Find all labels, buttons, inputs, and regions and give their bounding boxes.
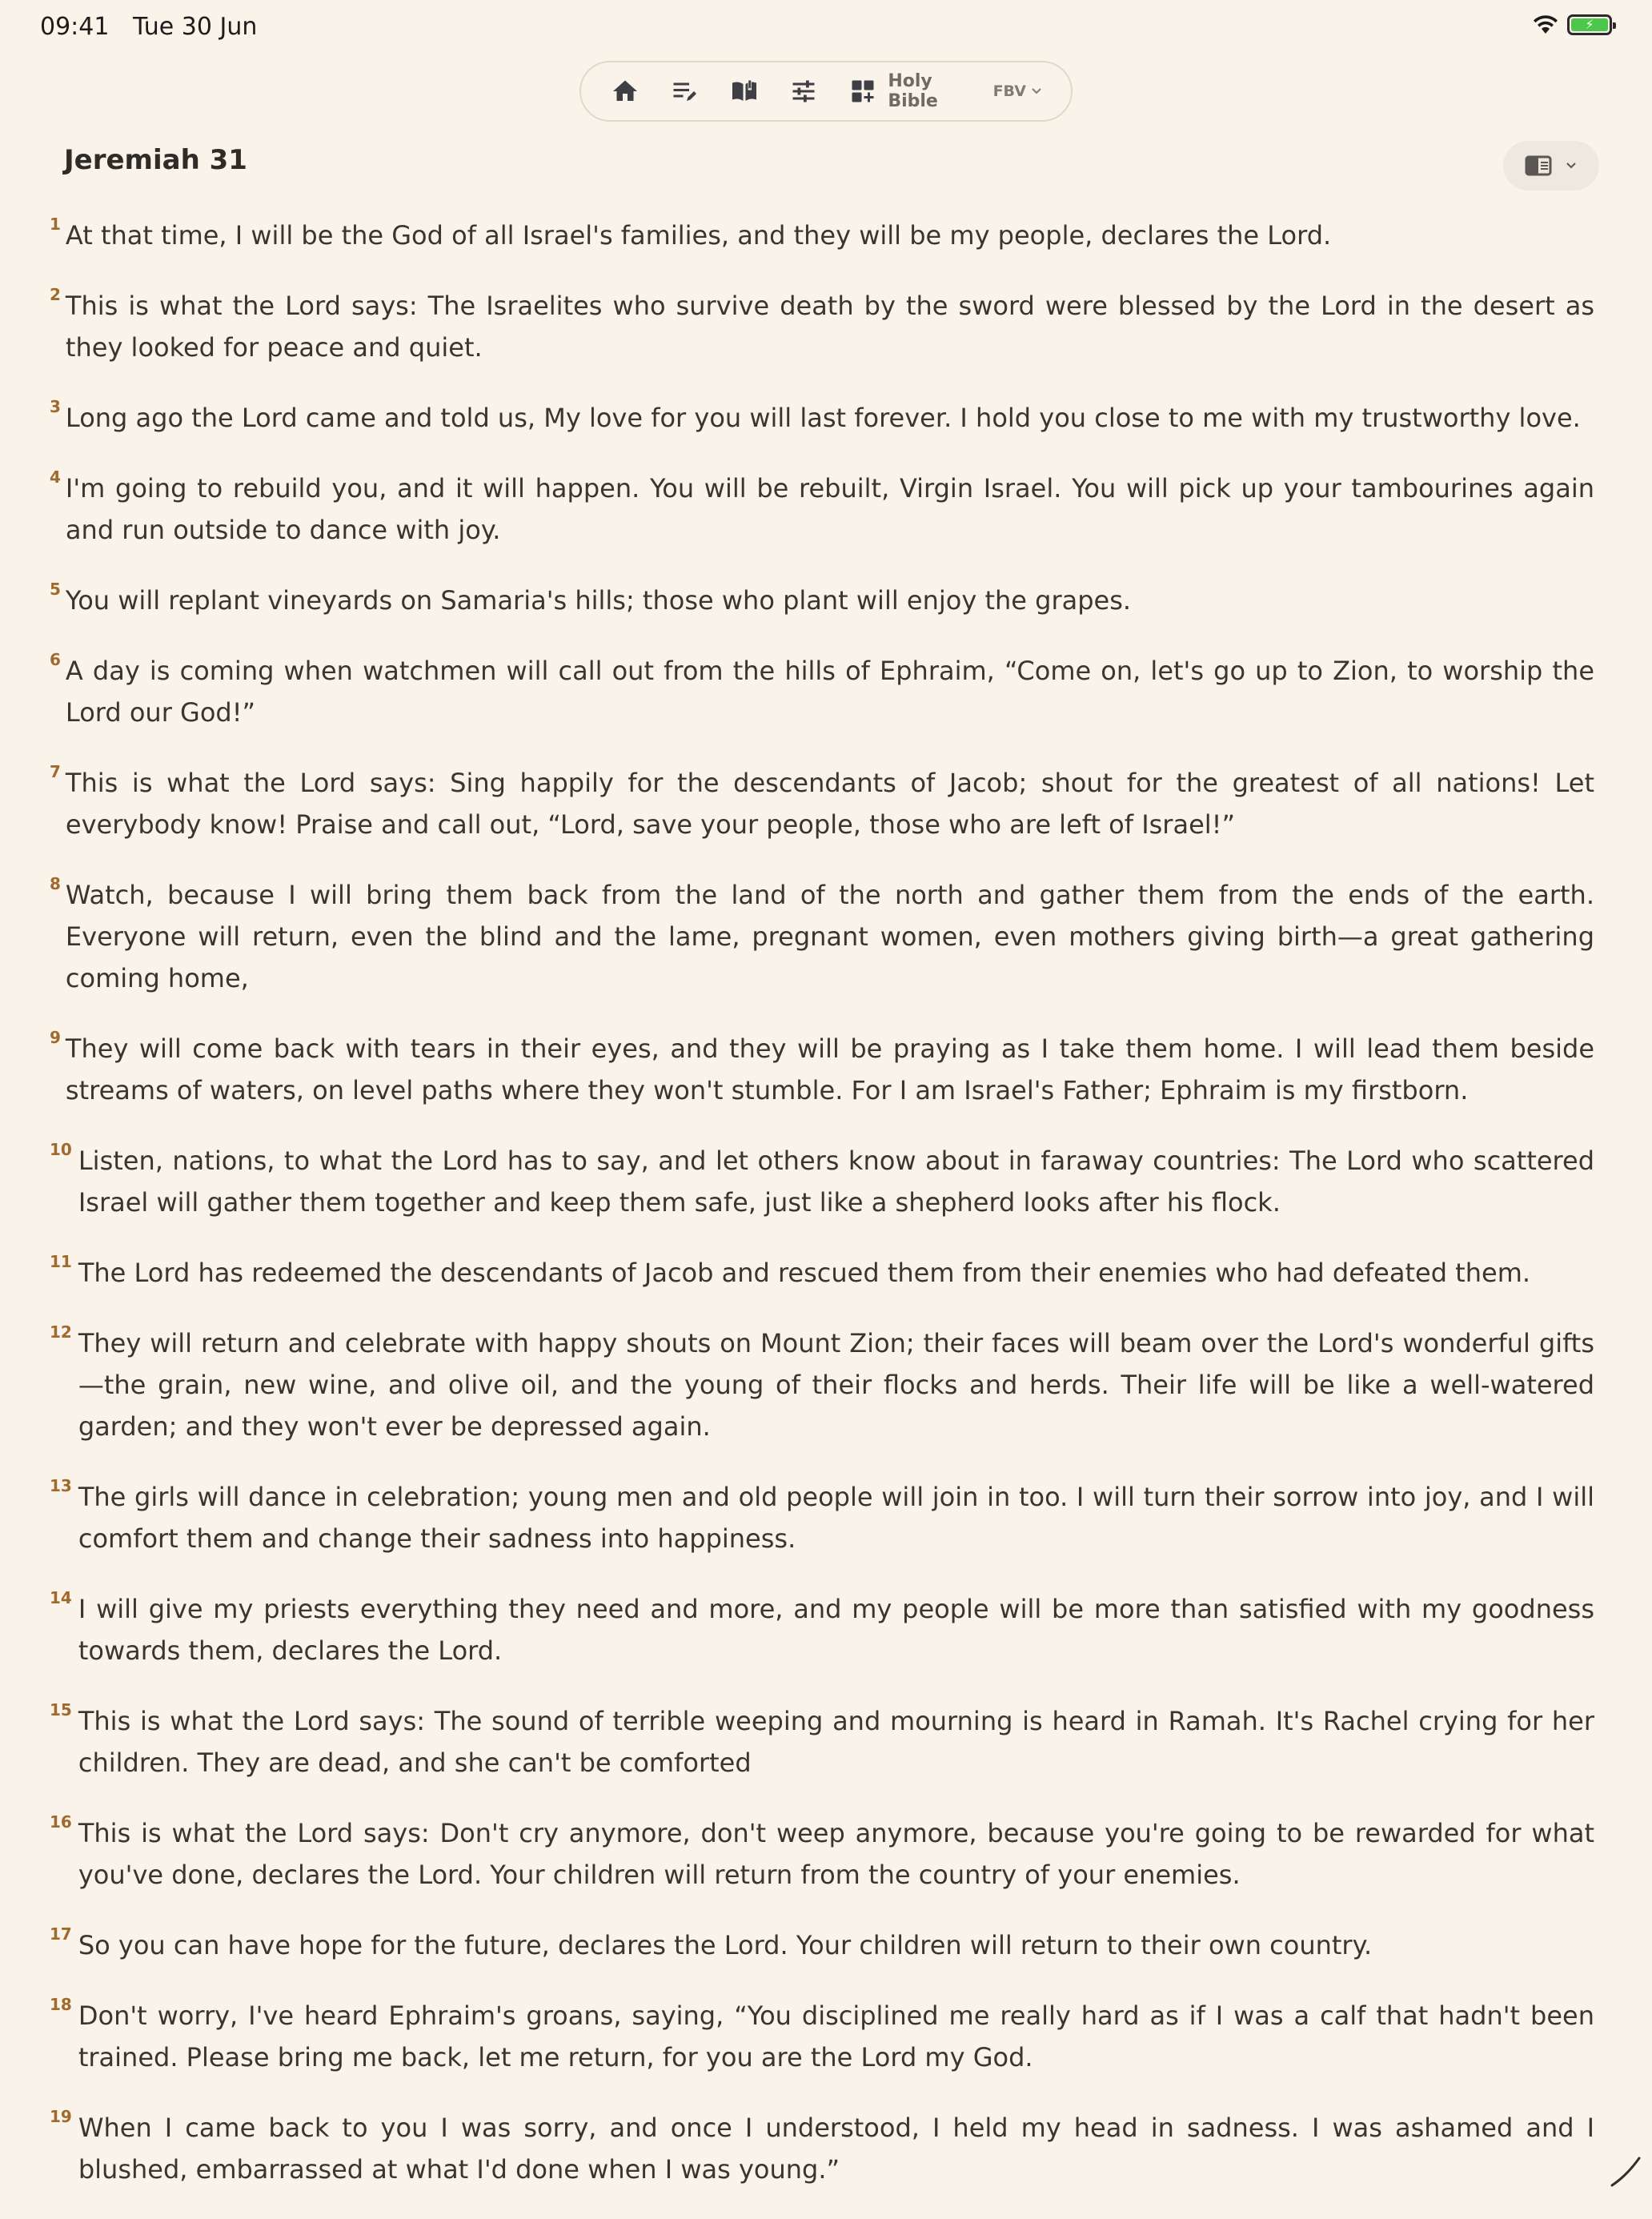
verse-15[interactable] [50, 1700, 1594, 1784]
status-bar [0, 0, 1652, 51]
verse-text: I will give my priests everything they need and more, and my people will be more than satisfied with my goodness towards them, declares the Lord. [78, 1594, 1594, 1666]
verse-text: Listen, nations, to what the Lord has to say, and let others know about in faraway countries: The Lord who scattered Israel will gather them together and keep them safe, just like a shepherd looks after his flock. [78, 1146, 1594, 1218]
verse-number: 3 [50, 397, 61, 416]
verse-number: 10 [50, 1140, 72, 1159]
verse-number: 13 [50, 1476, 72, 1495]
verse-number: 5 [50, 580, 61, 599]
verse-17[interactable] [50, 1924, 1594, 1966]
top-toolbar [579, 61, 1073, 122]
verse-text: Don't worry, I've heard Ephraim's groans, saying, “You disciplined me really hard as if I was a calf that hadn't been trained. Please bring me back, let me return, for you are the Lord my God. [78, 2000, 1594, 2073]
battery-icon [1567, 14, 1612, 35]
verse-1[interactable] [50, 215, 1594, 256]
verse-text: So you can have hope for the future, declares the Lord. Your children will return to their own country. [78, 1930, 1373, 1960]
verse-number: 12 [50, 1322, 72, 1342]
verse-text: The Lord has redeemed the descendants of Jacob and rescued them from their enemies who had defeated them. [78, 1258, 1531, 1288]
pencil-hint-icon[interactable] [1607, 2153, 1644, 2190]
status-time: 09:41 [40, 13, 110, 41]
verse-text: They will come back with tears in their eyes, and they will be praying as I take them home. I will lead them beside streams of waters, on level paths where they won't stumble. For I am Israel's Father; Ephraim is my firstborn. [65, 1033, 1594, 1105]
verse-number: 1 [50, 215, 61, 234]
verse-number: 9 [50, 1028, 61, 1047]
status-left [40, 13, 273, 41]
verse-number: 6 [50, 650, 61, 669]
bible-title[interactable]: Holy Bible [888, 71, 938, 111]
chevron-down-icon [1565, 159, 1578, 172]
verse-text: The girls will dance in celebration; young men and old people will join in too. I will turn their sorrow into joy, and I will comfort them and change their sadness into happiness. [78, 1482, 1594, 1554]
verse-text: I'm going to rebuild you, and it will happen. You will be rebuilt, Virgin Israel. You will pick up your tambourines again and run outside to dance with joy. [65, 473, 1594, 545]
verse-text: This is what the Lord says: The Israelites who survive death by the sword were blessed by the Lord in the desert as they looked for peace and quiet. [65, 291, 1594, 363]
verse-text: You will replant vineyards on Samaria's hills; those who plant will enjoy the grapes. [65, 585, 1132, 616]
verse-text: When I came back to you I was sorry, and once I understood, I held my head in sadness. I was ashamed and I blushed, embarrassed at what I'd done when I was young.” [78, 2113, 1594, 2185]
verse-7[interactable] [50, 762, 1594, 845]
wifi-icon [1532, 14, 1559, 35]
verse-14[interactable] [50, 1588, 1594, 1671]
verse-18[interactable] [50, 1995, 1594, 2078]
reading-mode-button[interactable] [1503, 141, 1599, 191]
chapter-title[interactable]: Jeremiah 31 [64, 144, 247, 176]
verse-number: 8 [50, 874, 61, 893]
book-view-icon [1525, 154, 1552, 177]
verse-text: A day is coming when watchmen will call out from the hills of Ephraim, “Come on, let's go up to Zion, to worship the Lord our God!” [65, 656, 1594, 728]
verse-19[interactable] [50, 2107, 1594, 2190]
verse-text: They will return and celebrate with happy shouts on Mount Zion; their faces will beam over the Lord's wonderful gifts—the grain, new wine, and olive oil, and the young of their flocks and herds. Their life will be like a well-watered garden; and they won't ever be depressed again. [78, 1328, 1594, 1442]
verse-text: This is what the Lord says: The sound of terrible weeping and mourning is heard in Ramah. It's Rachel crying for her children. They are dead, and she can't be comforted [78, 1706, 1594, 1778]
verse-9[interactable] [50, 1028, 1594, 1111]
verse-number: 19 [50, 2107, 72, 2126]
verse-text: At that time, I will be the God of all Israel's families, and they will be my people, declares the Lord. [65, 220, 1332, 251]
verse-number: 2 [50, 285, 61, 304]
version-selector[interactable] [993, 82, 1042, 100]
verse-number: 11 [50, 1252, 72, 1271]
sliders-icon[interactable] [788, 74, 819, 109]
verse-text: This is what the Lord says: Sing happily for the descendants of Jacob; shout for the greatest of all nations! Let everybody know! Praise and call out, “Lord, save your people, those who are left of Israel!” [65, 768, 1594, 840]
chapter-text [50, 215, 1594, 2219]
verse-3[interactable] [50, 397, 1594, 439]
verse-text: Watch, because I will bring them back from the land of the north and gather them from the ends of the earth. Everyone will return, even the blind and the lame, pregnant women, even mothers giving birth—a great gathering coming home, [65, 880, 1594, 993]
verse-number: 7 [50, 762, 61, 781]
verse-number: 17 [50, 1924, 72, 1944]
add-widget-icon[interactable] [848, 74, 878, 109]
verse-number: 14 [50, 1588, 72, 1607]
verse-6[interactable] [50, 650, 1594, 733]
verse-number: 16 [50, 1812, 72, 1832]
edit-list-icon[interactable] [669, 74, 700, 109]
verse-4[interactable] [50, 467, 1594, 551]
verse-13[interactable] [50, 1476, 1594, 1559]
verse-5[interactable] [50, 580, 1594, 621]
verse-16[interactable] [50, 1812, 1594, 1896]
verse-11[interactable] [50, 1252, 1594, 1294]
battery-charging-icon: ⚡ [1571, 18, 1608, 31]
verse-number: 18 [50, 1995, 72, 2014]
verse-number: 15 [50, 1700, 72, 1719]
version-label: FBV [992, 82, 1026, 100]
verse-text: Long ago the Lord came and told us, My love for you will last forever. I hold you close to me with my trustworthy love. [65, 403, 1581, 433]
status-date: Tue 30 Jun [133, 13, 258, 41]
verse-text: This is what the Lord says: Don't cry anymore, don't weep anymore, because you're going to be rewarded for what you've done, declares the Lord. Your children will return from the country of your enemies. [78, 1818, 1594, 1890]
verse-10[interactable] [50, 1140, 1594, 1223]
open-book-icon[interactable] [729, 74, 760, 109]
verse-12[interactable] [50, 1322, 1594, 1447]
chevron-down-icon [1031, 86, 1042, 97]
verse-8[interactable] [50, 874, 1594, 999]
verse-2[interactable] [50, 285, 1594, 368]
verse-number: 4 [50, 467, 61, 487]
home-icon[interactable] [610, 74, 640, 109]
status-right [1532, 14, 1612, 35]
